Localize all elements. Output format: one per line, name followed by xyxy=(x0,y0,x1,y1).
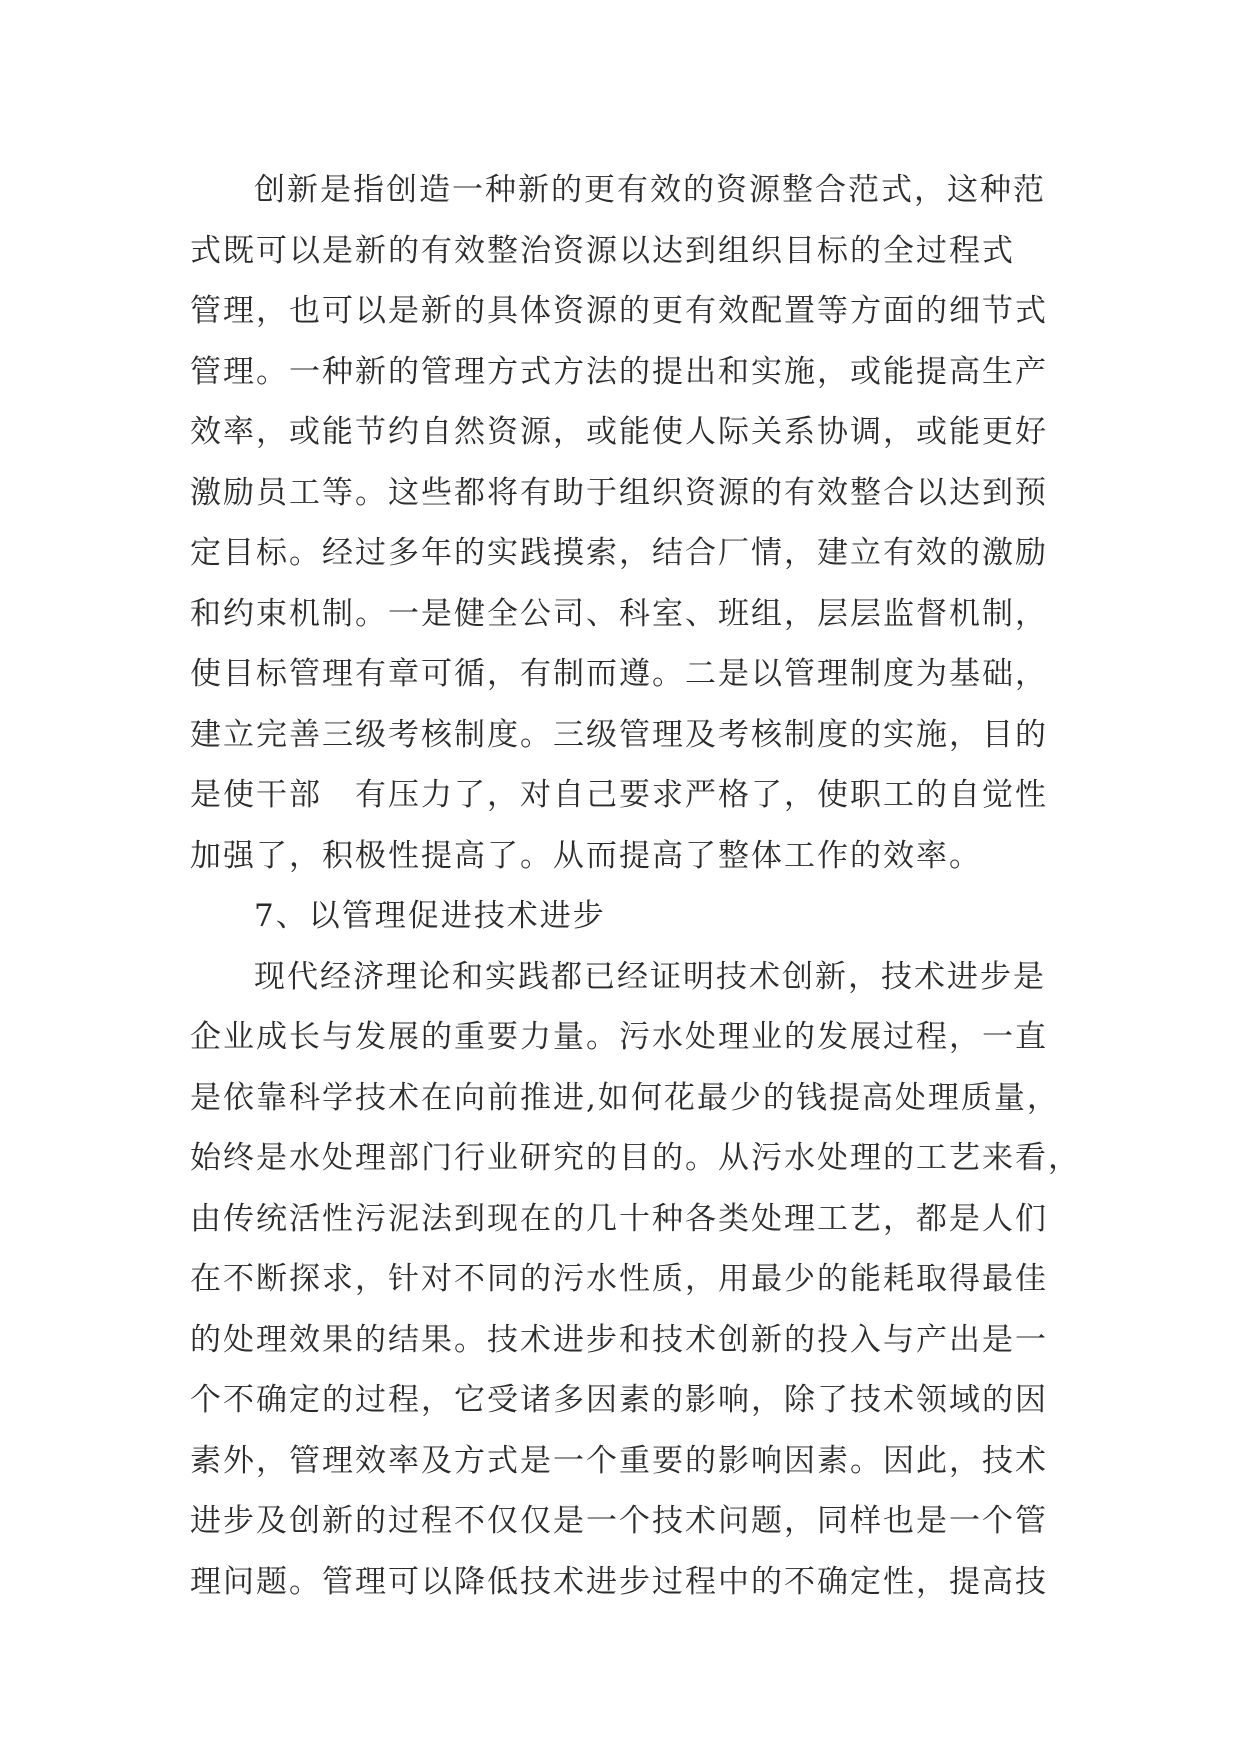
text-line: 企业成长与发展的重要力量。污水处理业的发展过程，一直 xyxy=(190,1019,1048,1055)
text-line: 素外，管理效率及方式是一个重要的影响因素。因此，技术 xyxy=(190,1442,1048,1479)
text-line: 加强了，积极性提高了。从而提高了整体工作的效率。 xyxy=(190,837,982,874)
text-line: 管理，也可以是新的具体资源的更有效配置等方面的细节式 xyxy=(190,293,1048,329)
text-line: 始终是水处理部门行业研究的目的。从污水处理的工艺来看， xyxy=(190,1140,1081,1176)
text-line: 理问题。管理可以降低技术进步过程中的不确定性，提高技 xyxy=(190,1563,1048,1600)
text-line: 进步及创新的过程不仅仅是一个技术问题，同样也是一个管 xyxy=(190,1503,1048,1539)
text-line: 是依靠科学技术在向前推进,如何花最少的钱提高处理质量， xyxy=(190,1079,1060,1116)
text-line: 建立完善三级考核制度。三级管理及考核制度的实施，目的 xyxy=(190,716,1048,753)
text-line: 定目标。经过多年的实践摸索，结合厂情，建立有效的激励 xyxy=(190,535,1048,571)
text-line: 激励员工等。这些都将有助于组织资源的有效整合以达到预 xyxy=(190,474,1048,511)
text-line: 的处理效果的结果。技术进步和技术创新的投入与产出是一 xyxy=(190,1321,1048,1358)
text-line: 7、以管理促进技术进步 xyxy=(254,898,606,934)
text-line: 创新是指创造一种新的更有效的资源整合范式，这种范 xyxy=(254,172,1046,208)
body-text xyxy=(190,160,1081,1612)
text-line: 管理。一种新的管理方式方法的提出和实施，或能提高生产 xyxy=(190,353,1048,390)
text-line: 个不确定的过程，它受诸多因素的影响，除了技术领域的因 xyxy=(190,1382,1048,1418)
text-line: 由传统活性污泥法到现在的几十种各类处理工艺，都是人们 xyxy=(190,1200,1048,1237)
text-line: 是使干部 有压力了，对自己要求严格了，使职工的自觉性 xyxy=(190,777,1048,813)
text-line: 效率，或能节约自然资源，或能使人际关系协调，或能更好 xyxy=(190,414,1048,450)
text-line: 在不断探求，针对不同的污水性质，用最少的能耗取得最佳 xyxy=(190,1261,1048,1297)
text-line: 和约束机制。一是健全公司、科室、班组，层层监督机制， xyxy=(190,595,1048,632)
text-line: 式既可以是新的有效整治资源以达到组织目标的全过程式 xyxy=(190,232,1015,269)
text-line: 现代经济理论和实践都已经证明技术创新，技术进步是 xyxy=(254,958,1046,995)
text-line: 使目标管理有章可循，有制而遵。二是以管理制度为基础， xyxy=(190,656,1048,692)
